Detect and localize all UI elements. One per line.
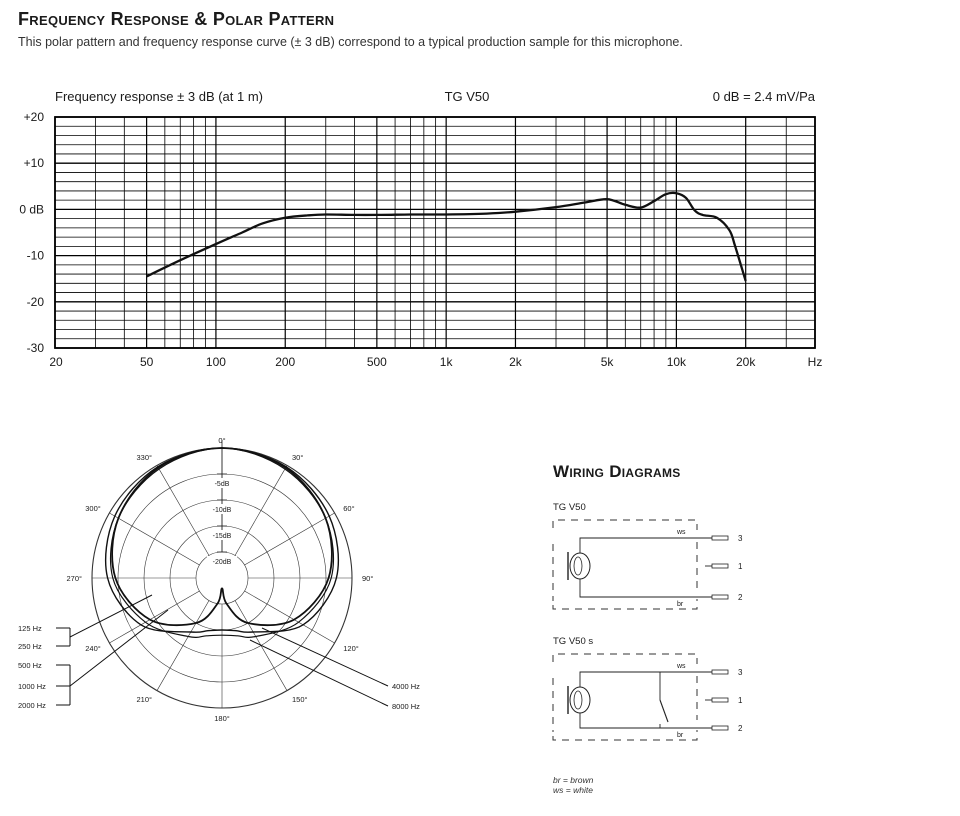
- connector-pin-icon: [712, 595, 728, 599]
- polar-angle-label: 150°: [292, 695, 308, 705]
- polar-angle-label: 0°: [218, 436, 226, 445]
- wire-white: [580, 672, 712, 687]
- connector-pin-label: 3: [738, 668, 743, 677]
- capsule-icon: [570, 687, 590, 713]
- wiring-legend: [553, 775, 593, 795]
- fr-xtick-label: 100: [205, 355, 226, 369]
- fr-ytick-label: 0 dB: [19, 202, 44, 217]
- polar-radial-label: -5dB: [214, 481, 230, 488]
- connector-pin-icon: [712, 698, 728, 702]
- fr-xtick-label: 500: [366, 355, 387, 369]
- wire-brown: [580, 713, 712, 728]
- polar-legend-left-label: 1000 Hz: [18, 682, 46, 691]
- fr-condition-label: Frequency response ± 3 dB (at 1 m): [55, 89, 264, 104]
- wiring-title: Wiring Diagrams: [553, 462, 681, 481]
- wiring-frame-top: [553, 520, 697, 530]
- fr-reference-label: 0 dB = 2.4 mV/Pa: [712, 89, 815, 104]
- wiring-frame-bottom: [553, 730, 697, 740]
- polar-angle-label: 60°: [343, 504, 355, 513]
- polar-legend-right-label: 4000 Hz: [392, 682, 420, 691]
- polar-legend-left-label: 500 Hz: [18, 661, 42, 670]
- capsule-inner-icon: [574, 557, 582, 575]
- wiring-frame-bottom: [553, 599, 697, 609]
- legend-white: ws = white: [553, 785, 593, 795]
- polar-angle-label: 330°: [136, 452, 152, 462]
- capsule-inner-icon: [574, 691, 582, 709]
- wire-brown: [580, 579, 712, 597]
- polar-angle-label: 270°: [66, 574, 82, 583]
- fr-ytick-label: +10: [23, 156, 44, 171]
- connector-pin-label: 2: [738, 724, 743, 733]
- connector-pin-label: 3: [738, 534, 743, 543]
- polar-legend-left-label: 250 Hz: [18, 642, 42, 651]
- wiring-diagram-name-1: TG V50: [553, 502, 586, 513]
- wiring-diagram-name-2: TG V50 s: [553, 636, 594, 647]
- polar-angle-label: 300°: [85, 504, 101, 513]
- wire-white: [580, 538, 712, 553]
- wire-label-white: ws: [677, 529, 686, 536]
- connector-pin-label: 1: [738, 696, 743, 705]
- fr-xtick-label: 10k: [666, 355, 687, 369]
- fr-xtick-label: 5k: [600, 355, 614, 369]
- polar-legend-left-label: 2000 Hz: [18, 701, 46, 710]
- polar-angle-label: 240°: [85, 644, 101, 653]
- connector-pin-icon: [712, 670, 728, 674]
- polar-angle-label: 180°: [214, 714, 230, 723]
- page-title: Frequency Response & Polar Pattern: [18, 9, 335, 29]
- fr-xtick-label: 50: [139, 355, 154, 369]
- polar-radial-label: -20dB: [212, 559, 232, 566]
- connector-pin-icon: [712, 564, 728, 568]
- wiring-frame-top: [553, 654, 697, 664]
- connector-pin-icon: [712, 536, 728, 540]
- polar-radial-label: -10dB: [212, 507, 232, 514]
- capsule-icon: [570, 553, 590, 579]
- polar-radial-label: -15dB: [212, 533, 232, 540]
- polar-legend-left-label: 125 Hz: [18, 624, 42, 633]
- fr-xtick-label: 20: [49, 355, 63, 369]
- fr-ytick-label: -10: [26, 248, 44, 263]
- wire-label-brown: br: [677, 601, 684, 608]
- connector-pin-label: 2: [738, 593, 743, 602]
- fr-xtick-label: Hz: [807, 355, 823, 369]
- polar-angle-label: 120°: [343, 644, 359, 653]
- legend-brown: br = brown: [553, 775, 594, 785]
- page-subtitle: This polar pattern and frequency response curve (± 3 dB) correspond to a typical production sample for this microphone.: [18, 35, 683, 49]
- polar-angle-label: 210°: [136, 695, 152, 705]
- fr-ytick-label: +20: [23, 110, 44, 124]
- wire-label-white: ws: [677, 663, 686, 670]
- switch-blade-icon: [660, 700, 668, 722]
- polar-legend-right-label: 8000 Hz: [392, 702, 420, 711]
- connector-pin-icon: [712, 726, 728, 730]
- connector-pin-label: 1: [738, 562, 743, 571]
- fr-xtick-label: 2k: [509, 355, 522, 369]
- wire-label-brown: br: [677, 732, 684, 739]
- fr-xtick-label: 1k: [439, 355, 453, 369]
- fr-ytick-label: -20: [26, 294, 44, 309]
- fr-xtick-label: 200: [275, 355, 296, 369]
- polar-angle-label: 90°: [362, 574, 374, 583]
- fr-model-label: TG V50: [444, 89, 490, 104]
- fr-ytick-label: -30: [26, 341, 44, 355]
- fr-xtick-label: 20k: [736, 355, 756, 369]
- polar-angle-label: 30°: [292, 452, 304, 462]
